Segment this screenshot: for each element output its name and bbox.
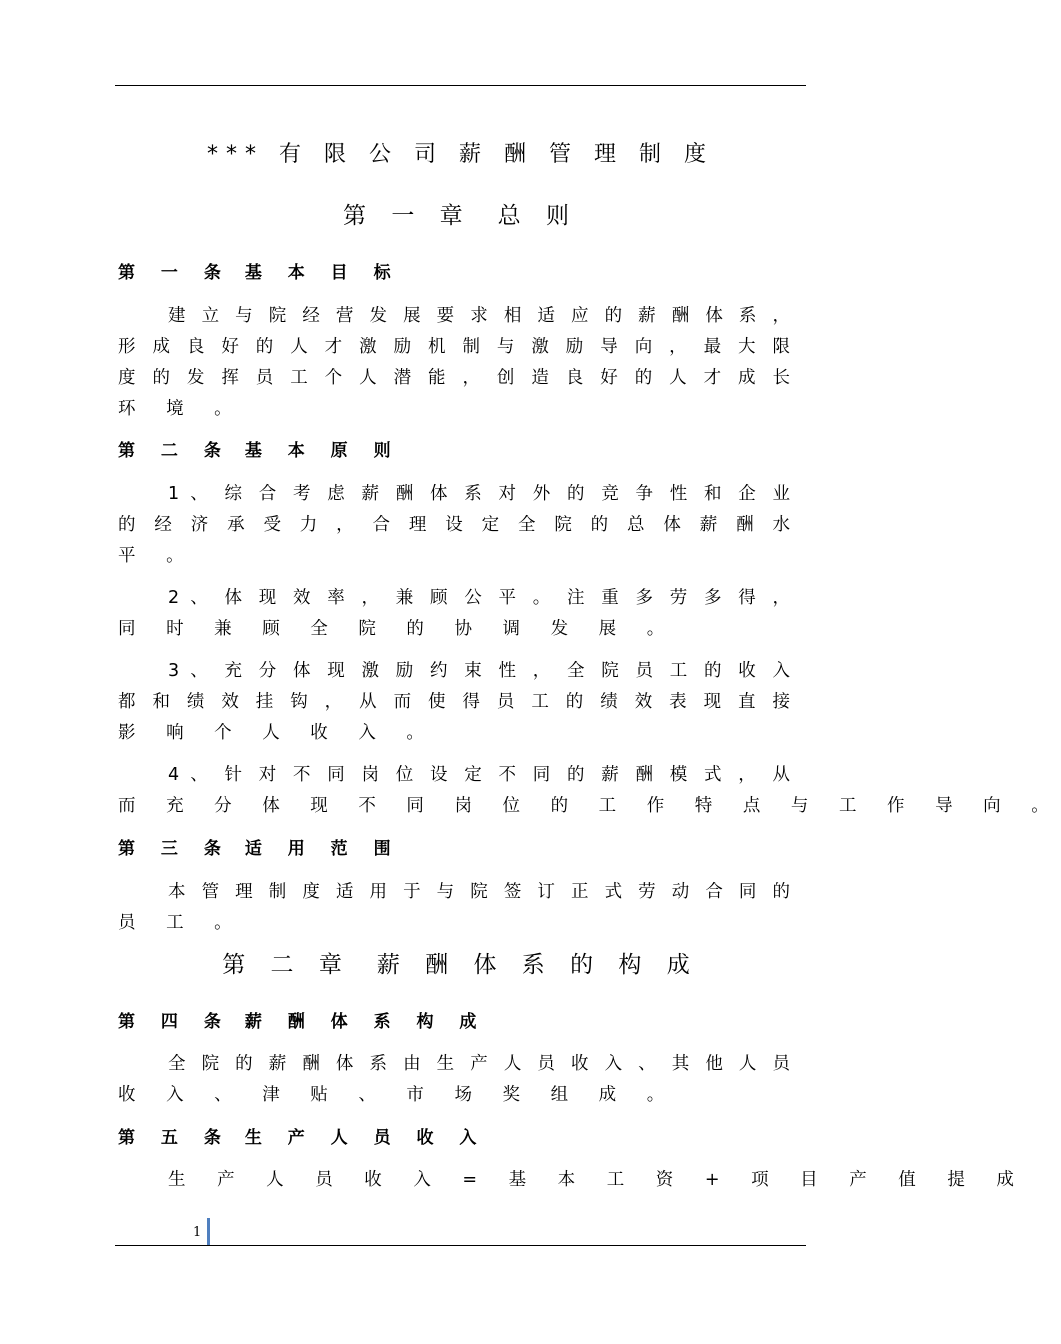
article-2-item-2-line: 同 时 兼 顾 全 院 的 协 调 发 展 。	[118, 619, 677, 639]
header-rule	[115, 85, 806, 86]
article-1-name: 基 本 目 标	[244, 263, 401, 283]
article-3-label: 第 三 条	[118, 839, 231, 859]
article-5-heading	[118, 1124, 486, 1152]
article-4-label: 第 四 条	[118, 1012, 231, 1032]
article-3-line: 本 管 理 制 度 适 用 于 与 院 签 订 正 式 劳 动 合 同 的	[168, 882, 790, 902]
article-2-item-1-line: 的 经 济 承 受 力 ， 合 理 设 定 全 院 的 总 体 薪 酬 水	[118, 515, 790, 535]
article-2-item-3-line: 都 和 绩 效 挂 钩 ， 从 而 使 得 员 工 的 绩 效 表 现 直 接	[118, 692, 790, 712]
article-1-heading	[118, 259, 401, 287]
article-2-label: 第 二 条	[118, 441, 231, 461]
article-3-name: 适 用 范 围	[244, 839, 401, 859]
article-3-line: 员 工 。	[118, 913, 245, 933]
footer-rule	[115, 1245, 806, 1246]
chapter-1-label: 第 一 章	[343, 203, 472, 229]
article-2-item-3-line: 影 响 个 人 收 入 。	[118, 723, 437, 743]
article-2-item-4-line: 4 、 针 对 不 同 岗 位 设 定 不 同 的 薪 酬 模 式 ， 从	[168, 765, 790, 785]
article-1-line: 环 境 。	[118, 399, 245, 419]
article-2-item-3-line: 3 、 充 分 体 现 激 励 约 束 性 ， 全 院 员 工 的 收 入	[168, 661, 790, 681]
article-4-heading	[118, 1008, 486, 1036]
article-2-name: 基 本 原 则	[244, 441, 401, 461]
chapter-2-label: 第 二 章	[222, 952, 351, 978]
article-2-item-4-line: 而 充 分 体 现 不 同 岗 位 的 工 作 特 点 与 工 作 导 向 。	[118, 796, 1061, 816]
article-4-name: 薪 酬 体 系 构 成	[244, 1012, 487, 1032]
article-1-line: 形 成 良 好 的 人 才 激 励 机 制 与 激 励 导 向 ， 最 大 限	[118, 337, 790, 357]
document-title: *** 有 限 公 司 薪 酬 管 理 制 度	[207, 142, 714, 167]
article-4-line: 收 入 、 津 贴 、 市 场 奖 组 成 。	[118, 1085, 677, 1105]
article-2-item-1-line: 平 。	[118, 546, 197, 566]
chapter-2-heading	[115, 948, 806, 982]
chapter-1-name: 总 则	[497, 203, 578, 229]
article-4-line: 全 院 的 薪 酬 体 系 由 生 产 人 员 收 入 、 其 他 人 员	[168, 1054, 790, 1074]
article-2-item-1-line: 1 、 综 合 考 虑 薪 酬 体 系 对 外 的 竞 争 性 和 企 业	[168, 484, 790, 504]
page-number: 1	[193, 1225, 202, 1240]
article-1-line: 建 立 与 院 经 营 发 展 要 求 相 适 应 的 薪 酬 体 系 ，	[168, 306, 790, 326]
article-5-name: 生 产 人 员 收 入	[244, 1128, 487, 1148]
article-2-heading	[118, 437, 401, 465]
chapter-2-name: 薪 酬 体 系 的 构 成	[376, 952, 699, 978]
page-number-accent-bar	[207, 1218, 210, 1246]
article-5-line: 生 产 人 员 收 入 = 基 本 工 资 + 项 目 产 值 提 成	[168, 1170, 1027, 1190]
chapter-1-heading	[115, 199, 806, 233]
article-1-line: 度 的 发 挥 员 工 个 人 潜 能 ， 创 造 良 好 的 人 才 成 长	[118, 368, 790, 388]
article-3-heading	[118, 835, 401, 863]
article-1-label: 第 一 条	[118, 263, 231, 283]
article-2-item-2-line: 2 、 体 现 效 率 ， 兼 顾 公 平 。 注 重 多 劳 多 得 ，	[168, 588, 790, 608]
article-5-label: 第 五 条	[118, 1128, 231, 1148]
